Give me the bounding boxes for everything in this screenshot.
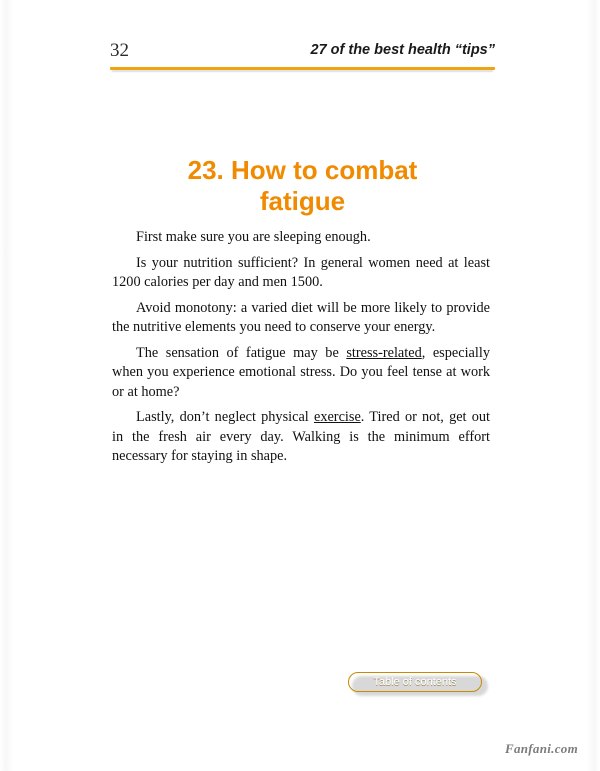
page-left-edge-shading [0,0,14,771]
paragraph-5-pre: Lastly, don’t neglect physical [136,409,314,425]
page-right-edge-shading [586,0,600,771]
paragraph-1: First make sure you are sleeping enough. [136,229,371,245]
paragraph-4-pre: The sensation of fatigue may be [136,344,347,361]
exercise-link[interactable]: exercise [313,409,361,425]
paragraph-3: Avoid monotony: a varied diet will be more likely to provide the nutritive elements you need to conserve your energy. [112,299,490,335]
paragraph-5 [112,408,490,467]
page-title-line-2: fatigue [259,186,346,216]
table-of-contents-button[interactable]: Table of contents [348,672,482,692]
page-title [110,155,495,217]
paragraph-4-post: , especially when you experience emotional stress. Do you feel tense at work or at home? [112,344,490,400]
running-title: 27 of the best health “tips” [310,42,495,58]
watermark: Fanfani.com [504,741,578,756]
paragraph-4 [112,344,490,403]
paragraph-5-post: . Tired or not, get out in the fresh air every day. Walking is the minimum effort necessary for staying in shape. [112,409,490,464]
header-divider [110,67,495,70]
paragraph-2: Is your nutrition sufficient? In general women need at least 1200 calories per day and men 1500. [112,254,490,290]
page-number: 32 [110,40,129,61]
stress-related-link[interactable]: stress-related [346,344,422,361]
page-header [110,40,495,74]
table-of-contents-button-wrap [348,672,488,696]
page-title-line-1: 23. How to combat [187,155,418,185]
body-text [112,228,490,473]
